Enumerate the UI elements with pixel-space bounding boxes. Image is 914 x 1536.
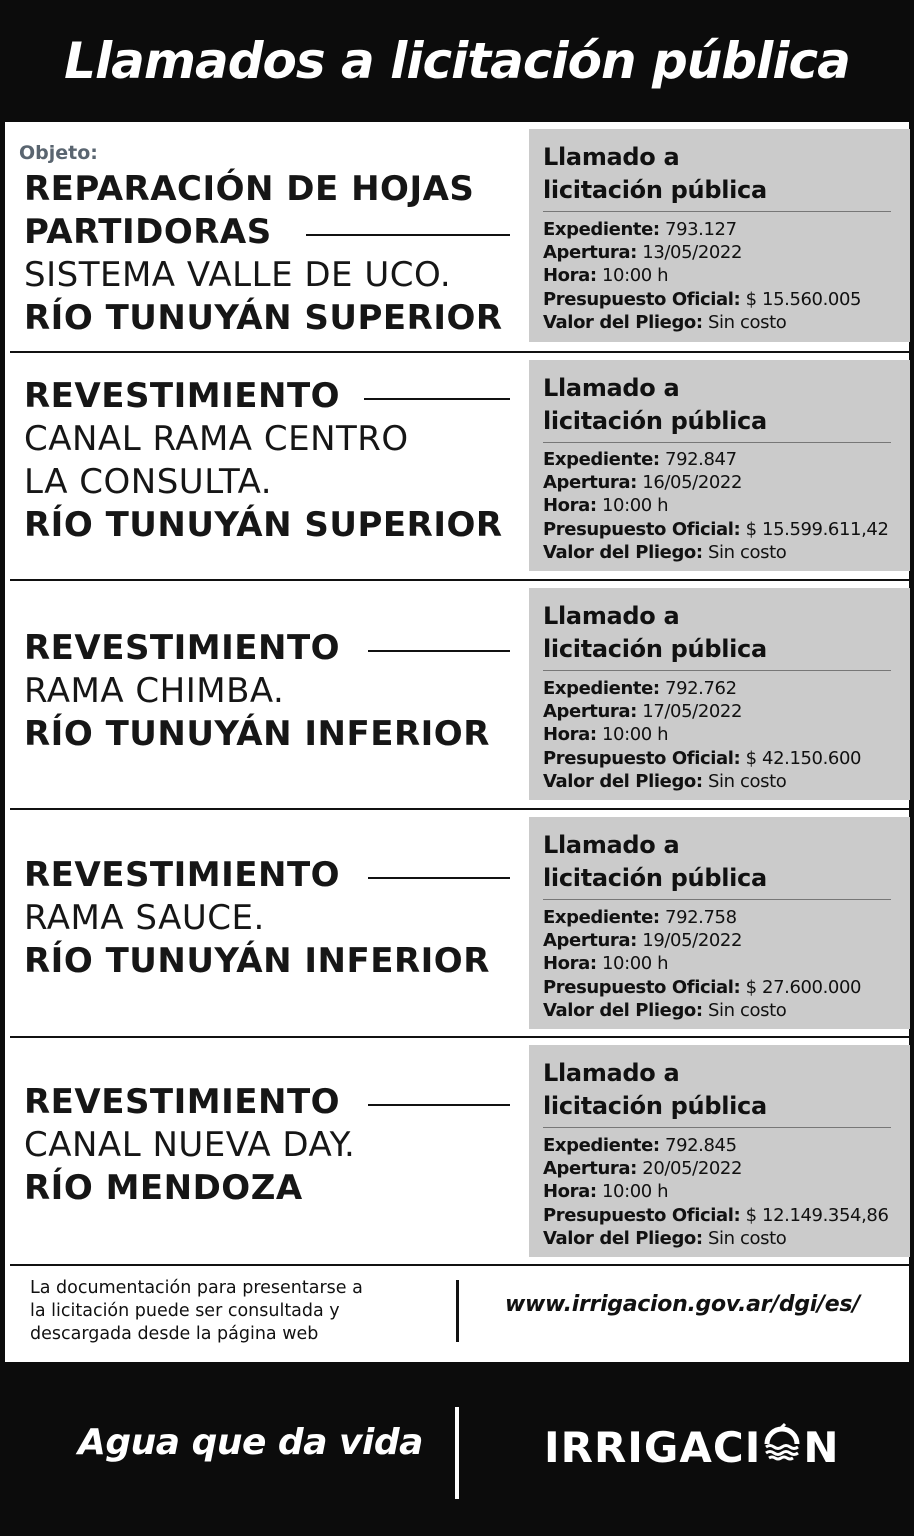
tender-line: LA CONSULTA. — [24, 462, 273, 502]
title-rule — [368, 877, 510, 879]
hora-field: Hora: 10:00 h — [543, 1181, 669, 1203]
expediente-field: Expediente: 792.758 — [543, 907, 737, 928]
tender-item — [5, 122, 909, 352]
tender-line: CANAL RAMA CENTRO — [24, 419, 409, 459]
objeto-label: Objeto: — [19, 142, 98, 164]
valor-pliego-field: Valor del Pliego: Sin costo — [543, 541, 787, 563]
hora-field: Hora: 10:00 h — [543, 265, 669, 287]
title-rule — [364, 398, 510, 400]
valor-pliego-field: Valor del Pliego: Sin costo — [543, 1227, 787, 1249]
tender-line: SISTEMA VALLE DE UCO. — [24, 255, 452, 295]
tender-item — [5, 353, 909, 580]
presupuesto-field: Presupuesto Oficial: $ 12.149.354,86 — [543, 1204, 889, 1226]
apertura-field: Apertura: 13/05/2022 — [543, 242, 743, 264]
tender-line: PARTIDORAS — [24, 212, 272, 252]
info-fields — [543, 448, 889, 564]
tender-list-panel — [5, 122, 909, 1362]
tender-item — [5, 1038, 909, 1264]
tender-line: REVESTIMIENTO — [24, 1082, 341, 1122]
brand-divider — [455, 1407, 459, 1499]
tender-info-box — [529, 817, 910, 1029]
tender-line: REVESTIMIENTO — [24, 855, 341, 895]
documentation-note: La documentación para presentarse a la licitación puede ser consultada y descargada desde la página web — [30, 1278, 363, 1344]
valor-pliego-field: Valor del Pliego: Sin costo — [543, 311, 787, 333]
apertura-field: Apertura: 17/05/2022 — [543, 701, 743, 723]
presupuesto-field: Presupuesto Oficial: $ 15.560.005 — [543, 288, 862, 310]
tender-info-box — [529, 588, 910, 800]
apertura-field: Apertura: 19/05/2022 — [543, 930, 743, 952]
tender-info-box — [529, 129, 910, 342]
tender-line: RAMA CHIMBA. — [24, 671, 285, 711]
info-rule — [543, 1127, 891, 1128]
info-title: Llamado a licitación pública — [543, 374, 767, 435]
tender-line: RÍO MENDOZA — [24, 1168, 303, 1208]
info-rule — [543, 670, 891, 671]
tender-description — [24, 122, 514, 352]
tender-description — [24, 581, 514, 809]
website-link[interactable]: www.irrigacion.gov.ar/dgi/es/ — [505, 1292, 860, 1317]
tender-description — [24, 1038, 514, 1264]
valor-pliego-field: Valor del Pliego: Sin costo — [543, 999, 787, 1021]
info-fields — [543, 906, 861, 1022]
presupuesto-field: Presupuesto Oficial: $ 15.599.611,42 — [543, 518, 889, 540]
info-title: Llamado a licitación pública — [543, 1059, 767, 1120]
info-title: Llamado a licitación pública — [543, 602, 767, 663]
title-rule — [368, 1104, 510, 1106]
tender-line: REPARACIÓN DE HOJAS — [24, 169, 475, 209]
header-bar — [0, 0, 914, 122]
irrigacion-logo: IRRIGACI N — [544, 1422, 840, 1472]
slogan: Agua que da vida — [78, 1422, 423, 1463]
expediente-field: Expediente: 793.127 — [543, 219, 737, 240]
hora-field: Hora: 10:00 h — [543, 724, 669, 746]
presupuesto-field: Presupuesto Oficial: $ 27.600.000 — [543, 976, 862, 998]
tender-line: RAMA SAUCE. — [24, 898, 265, 938]
tender-description — [24, 353, 514, 580]
tender-description — [24, 810, 514, 1037]
info-rule — [543, 442, 891, 443]
brand-footer — [0, 1362, 914, 1536]
water-waves-o-icon — [763, 1422, 801, 1472]
title-rule — [368, 650, 510, 652]
footer-divider — [456, 1280, 459, 1342]
title-rule — [306, 234, 510, 236]
hora-field: Hora: 10:00 h — [543, 953, 669, 975]
hora-field: Hora: 10:00 h — [543, 495, 669, 517]
expediente-field: Expediente: 792.847 — [543, 449, 737, 470]
page-title: Llamados a licitación pública — [64, 32, 850, 90]
tender-line: REVESTIMIENTO — [24, 376, 341, 416]
row-divider — [10, 1264, 910, 1266]
tender-line: REVESTIMIENTO — [24, 628, 341, 668]
tender-info-box — [529, 1045, 910, 1257]
info-fields — [543, 1134, 889, 1250]
expediente-field: Expediente: 792.762 — [543, 678, 737, 699]
tender-line: RÍO TUNUYÁN INFERIOR — [24, 941, 490, 981]
tender-line: RÍO TUNUYÁN SUPERIOR — [24, 505, 503, 545]
info-fields — [543, 218, 861, 334]
info-rule — [543, 899, 891, 900]
info-fields — [543, 677, 861, 793]
presupuesto-field: Presupuesto Oficial: $ 42.150.600 — [543, 747, 862, 769]
info-rule — [543, 211, 891, 212]
tender-line: RÍO TUNUYÁN SUPERIOR — [24, 298, 503, 338]
expediente-field: Expediente: 792.845 — [543, 1135, 737, 1156]
info-title: Llamado a licitación pública — [543, 143, 767, 204]
tender-item — [5, 810, 909, 1037]
tender-line: RÍO TUNUYÁN INFERIOR — [24, 714, 490, 754]
apertura-field: Apertura: 20/05/2022 — [543, 1158, 743, 1180]
tender-item — [5, 581, 909, 809]
info-title: Llamado a licitación pública — [543, 831, 767, 892]
tender-line: CANAL NUEVA DAY. — [24, 1125, 356, 1165]
apertura-field: Apertura: 16/05/2022 — [543, 472, 743, 494]
tender-info-box — [529, 360, 910, 571]
valor-pliego-field: Valor del Pliego: Sin costo — [543, 770, 787, 792]
